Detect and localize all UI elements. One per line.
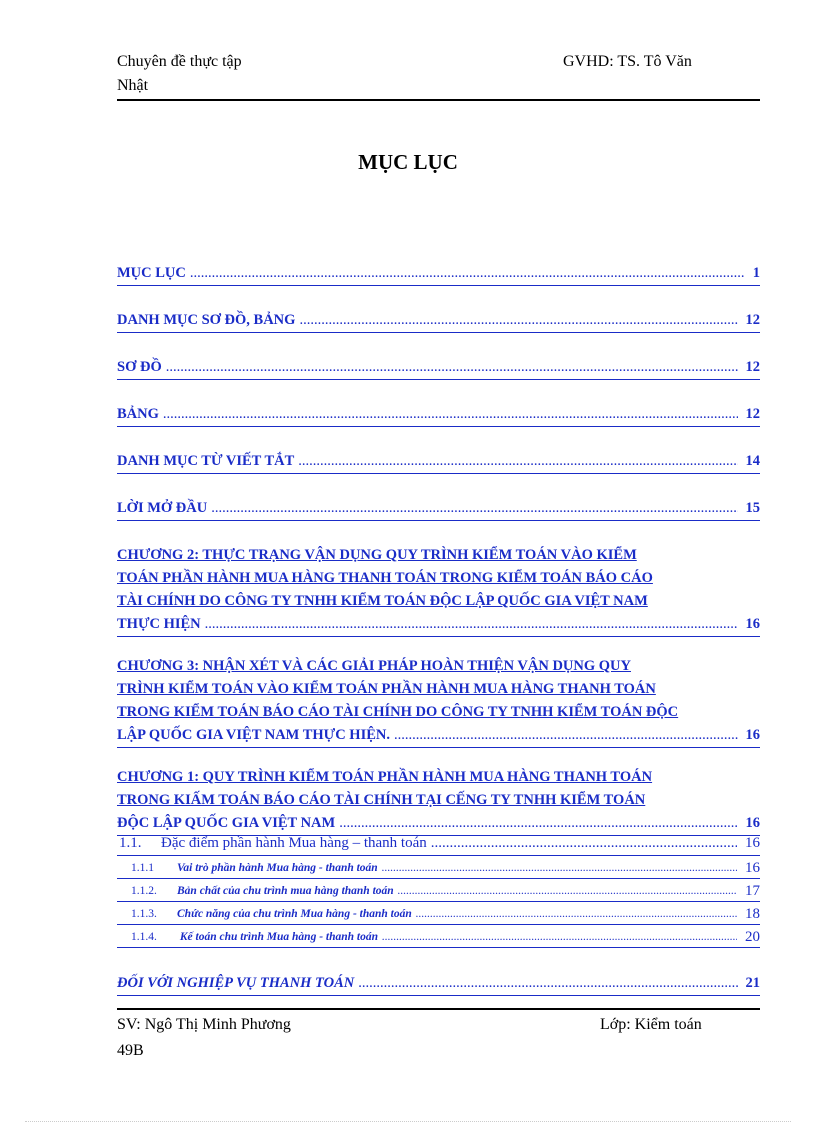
toc-entry-line: TÀI CHÍNH DO CÔNG TY TNHH KIỂM TOÁN ĐỘC LẬP QUỐC GIA VIỆT NAM xyxy=(117,593,648,609)
toc-section-number: 1.1. xyxy=(119,835,142,851)
toc-entry-so-do[interactable] xyxy=(117,356,760,380)
page-bottom-border xyxy=(25,1121,791,1122)
toc-entry-1-1[interactable] xyxy=(117,832,760,856)
toc-page-number: 18 xyxy=(745,906,760,922)
toc-entry-1-1-2[interactable] xyxy=(117,881,760,902)
toc-entry-text: LỜI MỞ ĐẦU xyxy=(117,500,208,516)
toc-entry-1-1-3[interactable] xyxy=(117,904,760,925)
toc-entry-loi-mo-dau[interactable] xyxy=(117,497,760,521)
toc-leader xyxy=(298,450,737,473)
toc-page-number: 1 xyxy=(752,265,760,281)
toc-page-number: 16 xyxy=(745,727,760,743)
header-right: GVHD: TS. Tô Văn xyxy=(563,53,692,70)
page-title: MỤC LỤC xyxy=(358,150,458,174)
toc-section-number: 1.1.2. xyxy=(131,885,157,897)
toc-entry-chuong-2[interactable] xyxy=(117,544,760,637)
toc-entry-line: TRONG KIỂM TOÁN BÁO CÁO TÀI CHÍNH DO CÔNG TY TNHH KIỂM TOÁN ĐỘC xyxy=(117,704,679,720)
toc-leader xyxy=(431,832,737,855)
toc-page-number: 12 xyxy=(745,312,760,328)
toc-entry-text: ĐỐI VỚI NGHIỆP VỤ THANH TOÁN xyxy=(117,975,355,991)
toc-leader xyxy=(382,858,737,878)
toc-entry-danh-muc-tu-viet-tat[interactable] xyxy=(117,450,760,474)
toc-page-number: 14 xyxy=(745,453,760,469)
toc-entry-danh-muc-so-do-bang[interactable] xyxy=(117,309,760,333)
toc-entry-1-1-4[interactable] xyxy=(117,927,760,948)
toc-page-number: 16 xyxy=(745,815,760,831)
toc-entry-line: TRÌNH KIỂM TOÁN VÀO KIỂM TOÁN PHẦN HÀNH MUA HÀNG THANH TOÁN xyxy=(117,681,656,697)
toc-entry-text: Kế toán chu trình Mua hàng - thanh toán xyxy=(177,931,379,943)
footer-left: SV: Ngô Thị Minh Phương xyxy=(117,1016,291,1033)
toc-section-number: 1.1.3. xyxy=(131,908,157,920)
toc-section-number: 1.1.4. xyxy=(131,931,157,943)
toc-entry-1-1-1[interactable] xyxy=(117,858,760,879)
toc-entry-muc-luc[interactable] xyxy=(117,262,760,286)
toc-entry-text: DANH MỤC TỪ VIẾT TẮT xyxy=(117,453,295,469)
toc-leader xyxy=(382,927,737,947)
header-left: Chuyên đề thực tập xyxy=(117,53,242,70)
toc-entry-text: Vai trò phần hành Mua hàng - thanh toán xyxy=(177,862,378,874)
toc-entry-text: SƠ ĐỒ xyxy=(117,359,162,375)
toc-leader xyxy=(394,724,738,747)
toc-leader xyxy=(299,309,737,332)
toc-entry-text: Đặc điểm phần hành Mua hàng – thanh toán xyxy=(161,835,427,851)
toc-page-number: 20 xyxy=(745,929,760,945)
toc-entry-text: DANH MỤC SƠ ĐỒ, BẢNG xyxy=(117,312,296,328)
toc-page-number: 12 xyxy=(745,359,760,375)
toc-leader xyxy=(358,972,737,995)
footer-left-line2: 49B xyxy=(117,1042,144,1059)
toc-entry-line: CHƯƠNG 1: QUY TRÌNH KIỂM TOÁN PHẦN HÀNH MUA HÀNG THANH TOÁN xyxy=(117,769,653,785)
toc-entry-text: Bản chất của chu trình mua hàng thanh toán xyxy=(177,885,394,897)
toc-page-number: 16 xyxy=(745,835,760,851)
toc-leader xyxy=(166,356,738,379)
toc-entry-line: CHƯƠNG 3: NHẬN XÉT VÀ CÁC GIẢI PHÁP HOÀN THIỆN VẬN DỤNG QUY xyxy=(117,658,631,674)
toc-entry-line: TOÁN PHẦN HÀNH MUA HÀNG THANH TOÁN TRONG KIỂM TOÁN BÁO CÁO xyxy=(117,570,653,586)
toc-page-number: 16 xyxy=(745,860,760,876)
toc-leader xyxy=(205,613,738,636)
toc-page-number: 16 xyxy=(745,616,760,632)
toc-page-number: 21 xyxy=(745,975,760,991)
footer-rule xyxy=(117,1008,760,1010)
header-rule xyxy=(117,99,760,101)
toc-leader xyxy=(416,904,737,924)
toc-entry-text: ĐỘC LẬP QUỐC GIA VIỆT NAM xyxy=(117,815,336,831)
header-left-line2: Nhật xyxy=(117,77,149,94)
toc-page-number: 17 xyxy=(745,883,760,899)
toc-section-number: 1.1.1 xyxy=(131,862,154,874)
footer-right: Lớp: Kiểm toán xyxy=(600,1016,702,1033)
toc-page-number: 15 xyxy=(745,500,760,516)
toc-entry-bang[interactable] xyxy=(117,403,760,427)
toc-leader xyxy=(163,403,738,426)
toc-entry-text: THỰC HIỆN xyxy=(117,616,201,632)
toc-entry-chuong-3[interactable] xyxy=(117,655,760,748)
toc-leader xyxy=(211,497,737,520)
toc-leader xyxy=(398,881,737,901)
toc-entry-text: LẬP QUỐC GIA VIỆT NAM THỰC HIỆN. xyxy=(117,727,390,743)
toc-entry-text: Chức năng của chu trình Mua hàng - thanh toán xyxy=(177,908,412,920)
toc-entry-line: CHƯƠNG 2: THỰC TRẠNG VẬN DỤNG QUY TRÌNH KIỂM TOÁN VÀO KIỂM xyxy=(117,547,637,563)
toc-entry-line: TRONG KIẤM TOÁN BÁO CÁO TÀI CHÍNH TẠI CẾNG TY TNHH KIỂM TOÁN xyxy=(117,792,646,808)
toc-entry-text: BẢNG xyxy=(117,406,159,422)
toc-leader xyxy=(190,262,745,285)
toc-entry-chuong-1[interactable] xyxy=(117,766,760,836)
toc-page-number: 12 xyxy=(745,406,760,422)
toc-entry-text: MỤC LỤC xyxy=(117,265,186,281)
toc-entry-doi-voi-nghiep-vu-thanh-toan[interactable] xyxy=(117,972,760,996)
